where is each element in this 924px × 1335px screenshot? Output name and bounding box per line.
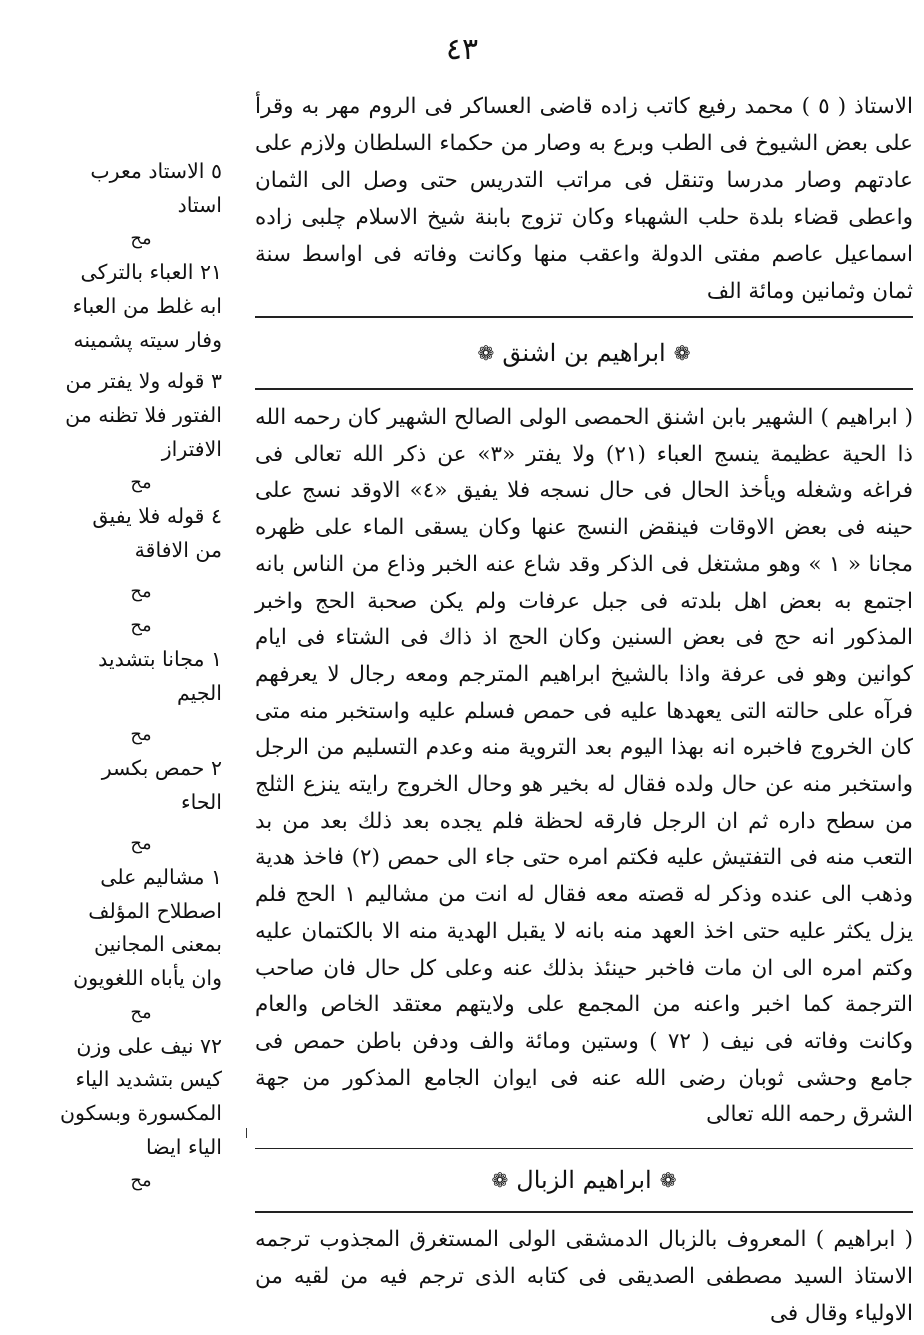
entry-heading-zabbal (255, 1149, 913, 1211)
ornament-icon: ❁ (491, 1168, 509, 1193)
margin-tick-mark (240, 1128, 247, 1138)
note-separator: مح (130, 615, 152, 637)
entry-heading-ibn-ashnaq (255, 318, 913, 388)
entry-ibn-ashnaq-paragraph: ( ابراهيم ) الشهير بابن اشنق الحمصى الولى الصالح الشهير كان رحمه الله ذا الحية عظيمة ينسج العباء (٢١) ولا يفتر «٣» عن ذكر الله تعالى فى فراغه وشغله ويأخذ الحال فى حال نسجه فلا يفيق «٤» الاوقد نسج على حينه فى بعض الاوقات فينقض النسج عنها وكان يسقى الماء على ظهره مجانا « ١ » وهو مشتغل فى الذكر وقد شاع عنه الخبر وذاع من الناس بانه اجتمع به بعض اهل بلدته فى جبل عرفات ولم يكن صحبة الحج واخبر المذكور انه حج فى بعض السنين وكان الحج اذ ذاك فى الشتاء فى ايام كوانين وهو فى عرفة واذا بالشيخ ابراهيم المترجم ومعه رجال لا يعرفهم فرآه على حالته التى يعهدها عليه فى حمص فسلم عليه واستخبر منه متى كان الخروج فاخبره انه بهذا اليوم بعد التروية منه وعدم التسليم من الرجل واستخبر منه عن حال ولده فقال له بخير هو وحال الخروج رايته ينزع الثلج من سطح داره ثم ان الرجل فارقه لحظة فلم يجده بعد ذلك بعد من بد التعب منه فى التفتيش عليه فكتم امره حتى جاء الى حمص (٢) فاخذ هدية وذهب الى عنده وذكر له قصته معه فقال له انت من مشاليم ١ الحج فلم يزل يكثر عليه حتى اخذ العهد منه بانه لا يقبل الهدية منه الا بالكتمان عليه وكتم امره الى ان مات فاخبر حينئذ بذلك عنه وعلى كل حال فان صاحب الترجمة كما اخبر واعنه من المجمع على ولايتهم معتقد الخاص والعام وكانت وفاته فى نيف ( ٧٢ ) وستين ومائة والف ودفن باطن حمص فى جامع وحشى ثوبان رضى الله عنه فى ايوان الجامع المذكور من جهة الشرق رحمه الله تعالى (255, 405, 914, 1128)
margin-note: ١ مشاليم على اصطلاح المؤلف بمعنى المجانين وان يأباه اللغويون (73, 865, 222, 991)
note-separator: مح (130, 1170, 152, 1192)
margin-note: ٢١ العباء بالتركى ابه غلط من العباء وفار سيته پشمينه (72, 260, 222, 352)
margin-note: ٢ حمص بكسر الحاء (101, 755, 222, 814)
ornament-icon: ❁ (673, 341, 691, 365)
ornament-icon: ❁ (659, 1168, 677, 1193)
note-separator: مح (130, 724, 152, 746)
note-separator: مح (130, 472, 152, 494)
ornament-icon: ❁ (477, 341, 495, 365)
section-divider (255, 388, 913, 390)
note-separator: مح (130, 1001, 152, 1023)
margin-note: ٥ الاستاد معرب استاد (90, 159, 222, 217)
note-separator: مح (130, 581, 152, 603)
margin-note: ٧٢ نيف على وزن كيس بتشديد الياء المكسورة وبسكون الياء ايضا (59, 1033, 222, 1159)
margin-note: ٤ قوله فلا يفيق من الافاقة (92, 504, 222, 562)
page-number: ٤٣ (445, 32, 479, 67)
entry-zabbal-paragraph: ( ابراهيم ) المعروف بالزبال الدمشقى الولى المستغرق المجذوب ترجمه الاستاذ السيد مصطفى الصديقى فى كتابه الذى ترجم فيه من لقيه من الاولياء وقال فى (255, 1227, 913, 1327)
entry-intro-paragraph: الاستاذ ( ٥ ) محمد رفيع كاتب زاده قاضى العساكر فى الروم مهر به وقرأ على بعض الشيوخ فى الطب وبرع به وصار من حكماء السلطان ولازم على عادتهم وصار مدرسا وتنقل فى مراتب التدريس حتى وصل الى الثمان واعطى قضاء بلدة حلب الشهباء وكان تزوج بابنة شيخ الاسلام چلبى زاده اسماعيل عاصم مفتى الدولة واعقب منها وكانت وفاته فى اواسط سنة ثمان وثمانين ومائة الف (255, 94, 914, 304)
main-text-column (255, 88, 913, 1332)
section-divider (255, 1211, 913, 1213)
margin-note: ١ مجانا بتشديد الجيم (98, 646, 222, 705)
note-separator: مح (130, 833, 152, 855)
note-separator: مح (130, 228, 152, 250)
margin-note: ٣ قوله ولا يفتر من الفتور فلا تظنه من الافتراز (65, 369, 222, 461)
entry-heading-text: ابراهيم الزبال (516, 1166, 652, 1195)
entry-heading-text: ابراهيم بن اشنق (502, 339, 666, 367)
marginal-notes (60, 155, 222, 1198)
